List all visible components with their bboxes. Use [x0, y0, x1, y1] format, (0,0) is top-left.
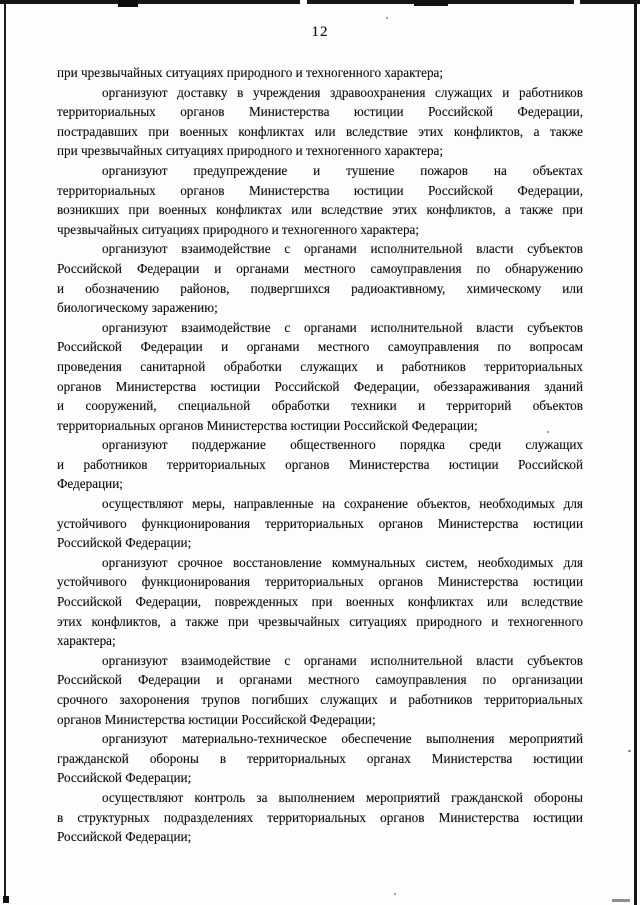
text-line: при чрезвычайных ситуациях природного и техногенного характера;	[57, 143, 444, 159]
text-line: органов Министерства юстиции Российской Федерации, обеззараживания зданий	[57, 378, 583, 394]
text-line: и работников территориальных органов Министерства юстиции Российской	[57, 456, 583, 472]
text-line: осуществляют контроль за выполнением мероприятий гражданской обороны	[102, 789, 583, 805]
paragraph	[57, 553, 583, 651]
text-line: Российской Федерации, поврежденных при военных конфликтах или вследствие	[57, 594, 583, 610]
text-line: устойчивого функционирования территориальных органов Министерства юстиции	[57, 574, 583, 590]
scan-edge-top-notch	[118, 0, 138, 7]
text-line: этих конфликтов, а также при чрезвычайных ситуациях природного и техногенного	[57, 613, 583, 629]
scan-edge-top-gap	[300, 0, 307, 4]
scan-edge-top	[0, 0, 640, 4]
text-line: Российской Федерации;	[57, 535, 192, 551]
text-line: проведения санитарной обработки служащих и работников территориальных	[57, 358, 583, 374]
paragraph	[57, 63, 583, 83]
text-line: территориальных органов Министерства юстиции Российской Федерации,	[57, 104, 583, 120]
text-line: организуют доставку в учреждения здравоохранения служащих и работников	[102, 84, 583, 100]
text-line: организуют взаимодействие с органами исполнительной власти субъектов	[102, 241, 583, 257]
paragraph	[57, 239, 583, 317]
text-line: Федерации;	[57, 476, 123, 492]
text-line: характера;	[57, 633, 116, 649]
document-text	[57, 63, 583, 847]
text-line: организуют материально-техническое обеспечение выполнения мероприятий	[102, 731, 583, 747]
paragraph	[57, 729, 583, 788]
text-line: организуют взаимодействие с органами исполнительной власти субъектов	[102, 652, 583, 668]
scan-edge-left-foot	[3, 896, 9, 903]
paragraph	[57, 161, 583, 239]
scan-edge-top-gap	[574, 0, 580, 4]
text-line: органов Министерства юстиции Российской Федерации;	[57, 711, 376, 727]
text-line: организуют срочное восстановление коммунальных систем, необходимых для	[102, 554, 583, 570]
scan-edge-left	[4, 3, 6, 899]
paragraph	[57, 83, 583, 161]
text-line: срочного захоронения трупов погибших служащих и работников территориальных	[57, 692, 583, 707]
scan-speck	[628, 750, 631, 752]
text-line: Российской Федерации и органами местного самоуправления по обнаружению	[57, 260, 583, 276]
text-line: осуществляют меры, направленные на сохранение объектов, необходимых для	[102, 496, 583, 512]
text-line: организуют предупреждение и тушение пожаров на объектах	[102, 162, 583, 178]
text-line: устойчивого функционирования территориальных органов Министерства юстиции	[57, 515, 583, 531]
text-line: Российской Федерации;	[57, 770, 192, 786]
text-line: чрезвычайных ситуациях природного и техногенного характера;	[57, 221, 420, 237]
paragraph	[57, 651, 583, 729]
text-line: территориальных органов Министерства юстиции Российской Федерации,	[57, 182, 583, 198]
text-line: возникших при военных конфликтах или вследствие этих конфликтов, а также при	[57, 202, 583, 218]
scan-edge-top-notch	[414, 0, 448, 6]
scan-edge-bottom-dash	[612, 899, 630, 902]
text-line: при чрезвычайных ситуациях природного и техногенного характера;	[57, 65, 444, 80]
paragraph	[57, 494, 583, 553]
scan-speck	[394, 893, 396, 895]
text-line: в структурных подразделениях территориальных органов Министерства юстиции	[57, 809, 583, 825]
text-line: биологическому заражению;	[57, 300, 218, 316]
page-number: 12	[311, 24, 329, 40]
paragraph	[57, 318, 583, 436]
scan-edge-right	[634, 0, 637, 905]
text-line: и сооружений, специальной обработки техники и территорий объектов	[57, 398, 583, 414]
scan-speck	[386, 17, 388, 19]
text-line: территориальных органов Министерства юстиции Российской Федерации;	[57, 417, 478, 433]
text-line: пострадавших при военных конфликтах или вследствие этих конфликтов, а также	[57, 123, 583, 139]
text-line: организуют взаимодействие с органами исполнительной власти субъектов	[102, 319, 583, 335]
text-line: гражданской обороны в территориальных органах Министерства юстиции	[57, 750, 583, 766]
text-line: организуют поддержание общественного порядка среди служащих	[102, 437, 583, 453]
text-line: Российской Федерации;	[57, 829, 192, 845]
paragraph	[57, 435, 583, 494]
text-line: Российской Федерации и органами местного самоуправления по вопросам	[57, 339, 583, 355]
text-line: и обозначению районов, подвергшихся радиоактивному, химическому или	[57, 280, 583, 296]
text-line: Российской Федерации и органами местного самоуправления по организации	[57, 672, 583, 688]
paragraph	[57, 788, 583, 847]
